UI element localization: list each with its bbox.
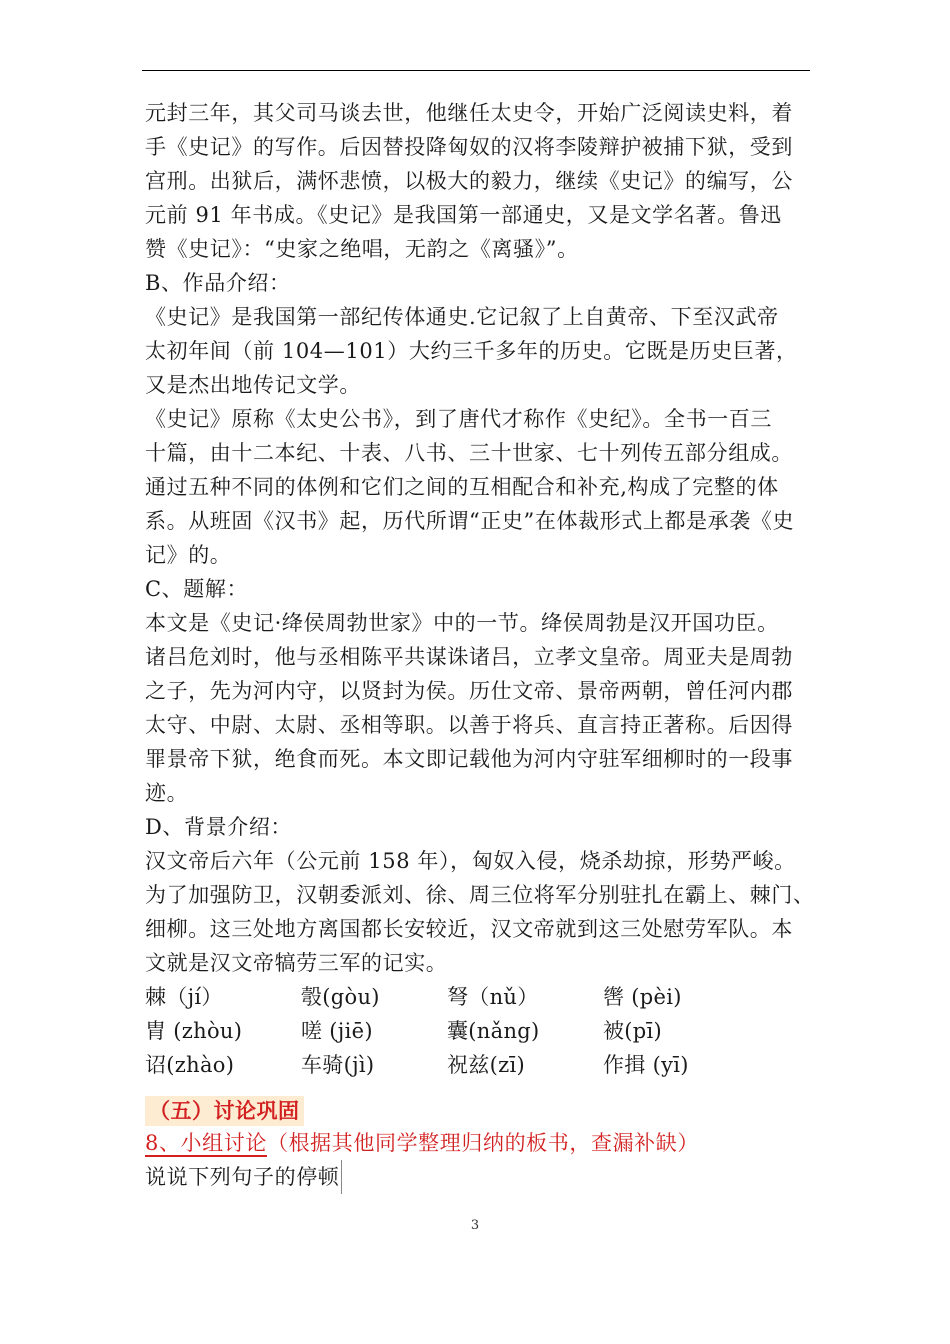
spacer (145, 1082, 817, 1096)
section-heading (145, 1096, 817, 1126)
text-line: 太守、中尉、太尉、丞相等职。以善于将兵、直言持正著称。后因得 (145, 713, 793, 737)
pinyin-item: 嗟 (jiē) (301, 1019, 373, 1043)
pinyin-item: 胄 (zhòu) (145, 1019, 243, 1043)
text-line: 为了加强防卫，汉朝委派刘、徐、周三位将军分别驻扎在霸上、棘门、 (145, 883, 815, 907)
pinyin-item: 辔 (pèi) (603, 985, 682, 1009)
pinyin-item: 被(pī) (603, 1019, 663, 1043)
text-line: 迹。 (145, 781, 189, 805)
text-line: 手《史记》的写作。后因替投降匈奴的汉将李陵辩护被捕下狱，受到 (145, 135, 793, 159)
body-text (145, 96, 817, 980)
text-line: 十篇，由十二本纪、十表、八书、三十世家、七十列传五部分组成。 (145, 441, 793, 465)
task-line (145, 1126, 817, 1160)
text-line: 本文是《史记·绛侯周勃世家》中的一节。绛侯周勃是汉开国功臣。 (145, 611, 779, 635)
text-line: 《史记》原称《太史公书》，到了唐代才称作《史纪》。全书一百三 (145, 407, 772, 431)
instruction-line (145, 1160, 817, 1194)
section-title-d: D、背景介绍： (145, 815, 293, 839)
pinyin-item: 车骑(jì) (301, 1053, 375, 1077)
header-rule (142, 70, 810, 71)
pinyin-item: 作揖 (yī) (603, 1053, 689, 1077)
pinyin-item: 棘（jí） (145, 985, 223, 1009)
text-line: 元前 91 年书成。《史记》是我国第一部通史，又是文学名著。鲁迅 (145, 203, 782, 227)
text-line: 诸吕危刘时，他与丞相陈平共谋诛诸吕，立孝文皇帝。周亚夫是周勃 (145, 645, 793, 669)
text-line: 系。从班固《汉书》起，历代所谓“正史”在体裁形式上都是承袭《史 (145, 509, 795, 533)
pinyin-table (145, 980, 817, 1082)
text-line: 太初年间（前 104—101）大约三千多年的历史。它既是历史巨著， (145, 339, 798, 363)
section-title-b: B、作品介绍： (145, 271, 291, 295)
text-line: 汉文帝后六年（公元前 158 年），匈奴入侵，烧杀劫掠，形势严峻。 (145, 849, 796, 873)
text-line: 宫刑。出狱后，满怀悲愤，以极大的毅力，继续《史记》的编写，公 (145, 169, 793, 193)
page-number: 3 (470, 1218, 480, 1233)
text-line: 《史记》是我国第一部纪传体通史.它记叙了上自黄帝、下至汉武帝 (145, 305, 779, 329)
text-line: 文就是汉文帝犒劳三军的记实。 (145, 951, 448, 975)
pinyin-item: 诏(zhào) (145, 1053, 235, 1077)
text-line: 元封三年，其父司马谈去世，他继任太史令，开始广泛阅读史料，着 (145, 101, 793, 125)
pinyin-item: 弩（nǔ） (447, 985, 539, 1009)
page-content (145, 96, 817, 1194)
text-line: 细柳。这三处地方离国都长安较近，汉文帝就到这三处慰劳军队。本 (145, 917, 793, 941)
pinyin-item: 囊(nǎng) (447, 1019, 540, 1043)
pinyin-item: 彀(gòu) (301, 985, 380, 1009)
text-line: 罪景帝下狱，绝食而死。本文即记载他为河内守驻军细柳时的一段事 (145, 747, 793, 771)
text-line: 赞《史记》：“史家之绝唱，无韵之《离骚》”。 (145, 237, 579, 261)
text-line: 记》的。 (145, 543, 232, 567)
text-line: 通过五种不同的体例和它们之间的互相配合和补充,构成了完整的体 (145, 475, 779, 499)
instruction-text: 说说下列句子的停顿 (145, 1160, 342, 1194)
section-heading-label: （五）讨论巩固 (145, 1096, 304, 1126)
pinyin-item: 祝兹(zī) (447, 1053, 525, 1077)
section-title-c: C、题解： (145, 577, 249, 601)
text-line: 之子，先为河内守，以贤封为侯。历仕文帝、景帝两朝，曾任河内郡 (145, 679, 793, 703)
text-line: 又是杰出地传记文学。 (145, 373, 361, 397)
task-title: 8、小组讨论 (145, 1131, 267, 1155)
task-note: （根据其他同学整理归纳的板书，查漏补缺） (266, 1131, 699, 1155)
